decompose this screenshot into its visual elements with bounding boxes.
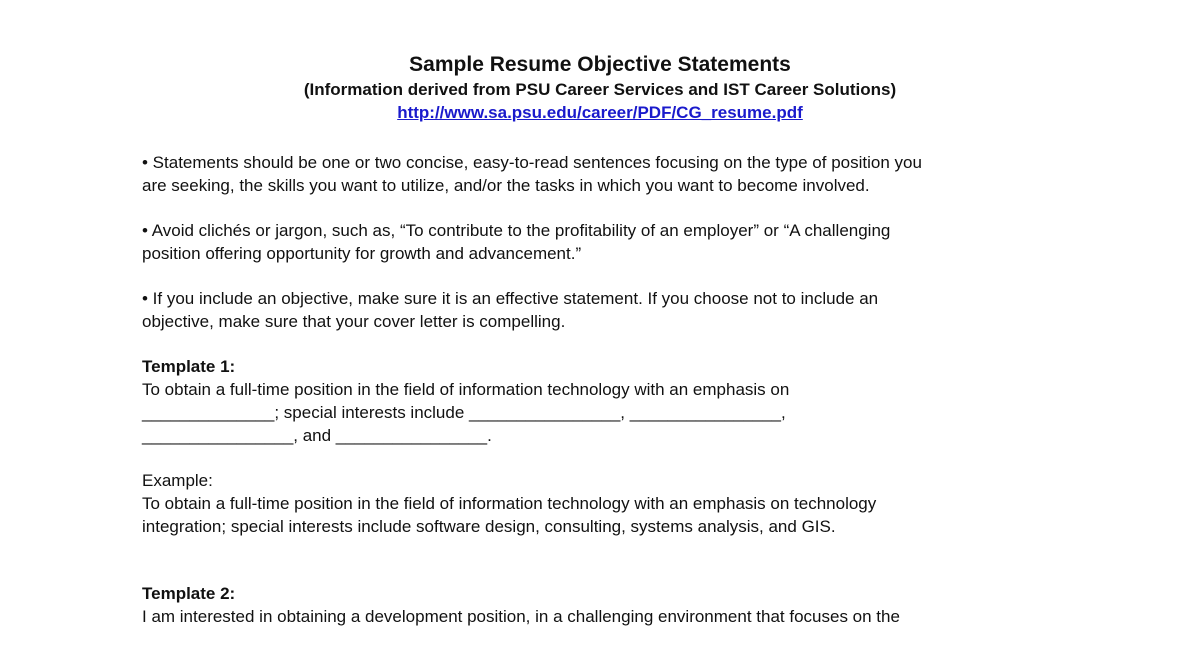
bullet-line: are seeking, the skills you want to utilize, and/or the tasks in which you want to become involved. xyxy=(142,176,870,195)
bullet-line: • If you include an objective, make sure it is an effective statement. If you choose not to include an xyxy=(142,289,879,308)
template-2-heading: Template 2: xyxy=(142,584,236,603)
bullet-line: position offering opportunity for growth and advancement.” xyxy=(142,244,582,263)
bullet-line: • Avoid clichés or jargon, such as, “To contribute to the profitability of an employer” or “A challenging xyxy=(142,221,891,240)
example-section xyxy=(142,469,1062,538)
bullet-paragraph xyxy=(142,219,1062,265)
bullet-paragraph xyxy=(142,151,1062,197)
template-line: ______________; special interests include ________________, ________________, xyxy=(142,403,786,422)
template-2-section xyxy=(142,582,1062,628)
document-subtitle: (Information derived from PSU Career Services and IST Career Solutions) xyxy=(303,80,897,99)
bullet-paragraph xyxy=(142,287,1062,333)
bullet-line: • Statements should be one or two concise, easy-to-read sentences focusing on the type of position you xyxy=(142,153,922,172)
document-title: Sample Resume Objective Statements xyxy=(409,53,791,76)
section-spacer xyxy=(142,560,1062,582)
template-line: I am interested in obtaining a development position, in a challenging environment that focuses on the xyxy=(142,607,900,626)
template-line: ________________, and ________________. xyxy=(142,426,492,445)
example-line: integration; special interests include software design, consulting, systems analysis, and GIS. xyxy=(142,517,836,536)
document-header xyxy=(0,52,1200,124)
example-heading: Example: xyxy=(142,471,213,490)
template-1-heading: Template 1: xyxy=(142,357,236,376)
template-line: To obtain a full-time position in the field of information technology with an emphasis on xyxy=(142,380,790,399)
bullet-line: objective, make sure that your cover letter is compelling. xyxy=(142,312,566,331)
template-1-section xyxy=(142,355,1062,447)
example-line: To obtain a full-time position in the field of information technology with an emphasis on technology xyxy=(142,494,877,513)
source-link[interactable]: http://www.sa.psu.edu/career/PDF/CG_resume.pdf xyxy=(397,103,803,122)
document-body xyxy=(142,151,1062,650)
